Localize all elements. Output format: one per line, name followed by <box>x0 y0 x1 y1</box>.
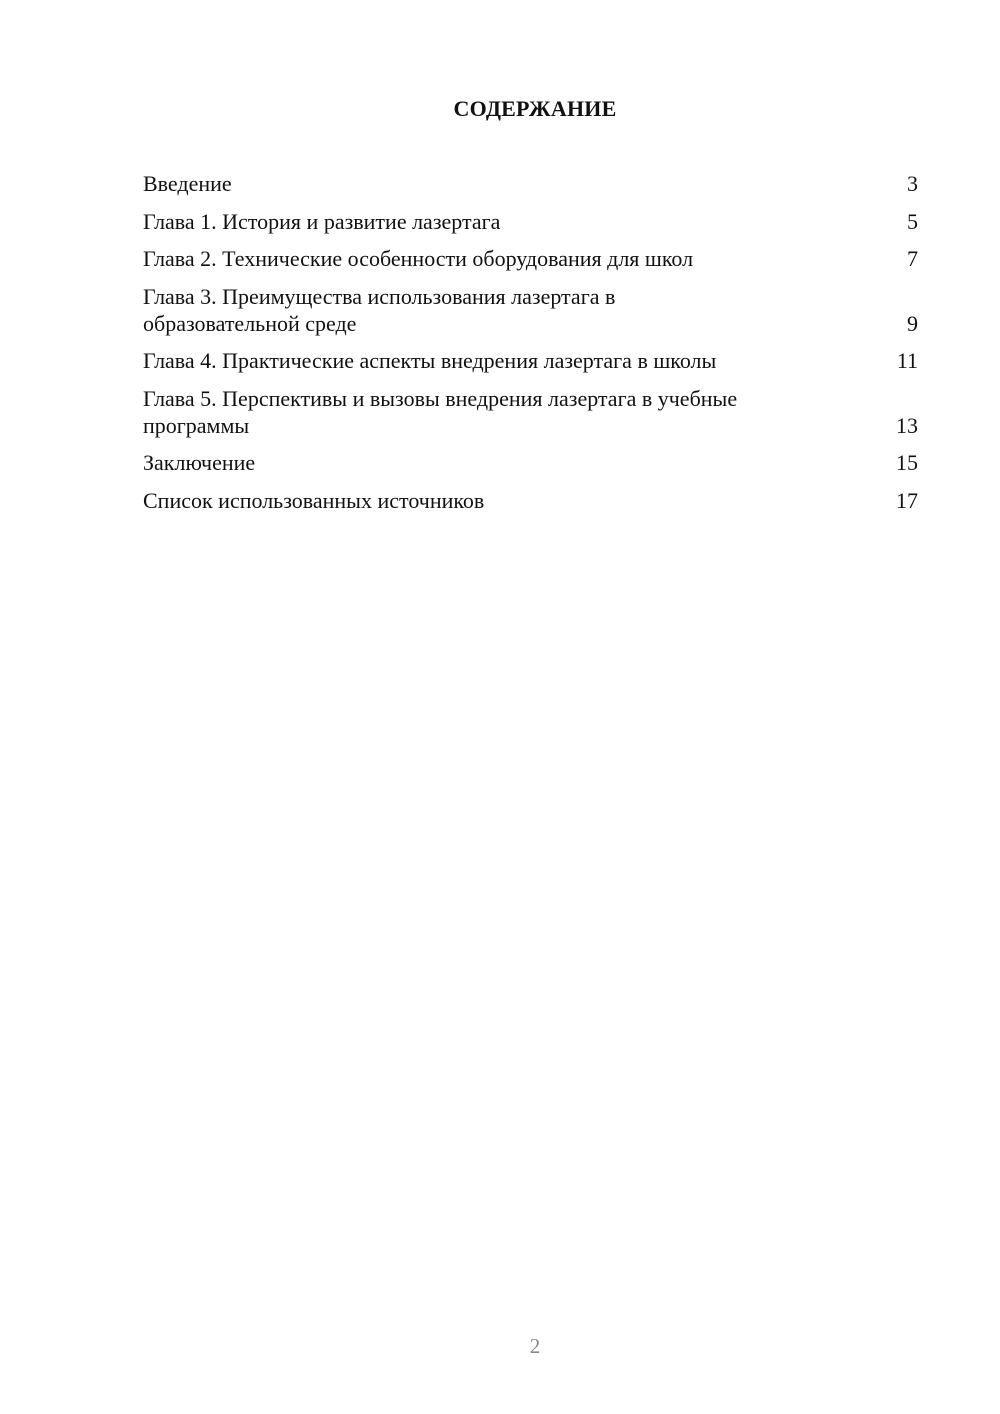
toc-entry-label: Заключение <box>143 450 256 475</box>
toc-entry-label: Глава 1. История и развитие лазертага <box>143 208 501 234</box>
toc-entry-chapter-4[interactable] <box>143 347 918 374</box>
toc-entry-page-number: 7 <box>907 246 918 271</box>
toc-entry-chapter-2[interactable] <box>143 245 918 272</box>
page-title: СОДЕРЖАНИЕ <box>453 96 617 121</box>
toc-entry-chapter-5[interactable] <box>143 385 918 439</box>
toc-entry-page-number: 3 <box>907 171 918 196</box>
toc-entry-page-number: 15 <box>896 450 918 475</box>
toc-entry-page-number: 17 <box>896 487 918 513</box>
toc-entry-page-number: 5 <box>907 208 918 234</box>
toc-entry-conclusion[interactable] <box>143 449 918 476</box>
toc-entry-references[interactable] <box>143 487 918 514</box>
toc-entry-label: Глава 2. Технические особенности оборудования для школ <box>143 246 694 271</box>
table-of-contents <box>143 170 918 524</box>
toc-entry-label: Введение <box>143 171 232 196</box>
toc-entry-chapter-3[interactable] <box>143 283 918 337</box>
toc-entry-page-number: 13 <box>896 412 918 438</box>
page-number: 2 <box>529 1334 541 1358</box>
toc-entry-introduction[interactable] <box>143 170 918 197</box>
toc-entry-label: Глава 5. Перспективы и вызовы внедрения лазертага в учебные программы <box>143 385 738 438</box>
toc-entry-label: Список использованных источников <box>143 487 485 513</box>
toc-entry-page-number: 9 <box>907 310 918 336</box>
toc-entry-page-number: 11 <box>896 348 918 373</box>
toc-entry-chapter-1[interactable] <box>143 208 918 235</box>
toc-entry-label: Глава 3. Преимущества использования лазертага в образовательной среде <box>143 283 616 336</box>
toc-entry-label: Глава 4. Практические аспекты внедрения лазертага в школы <box>143 348 717 373</box>
